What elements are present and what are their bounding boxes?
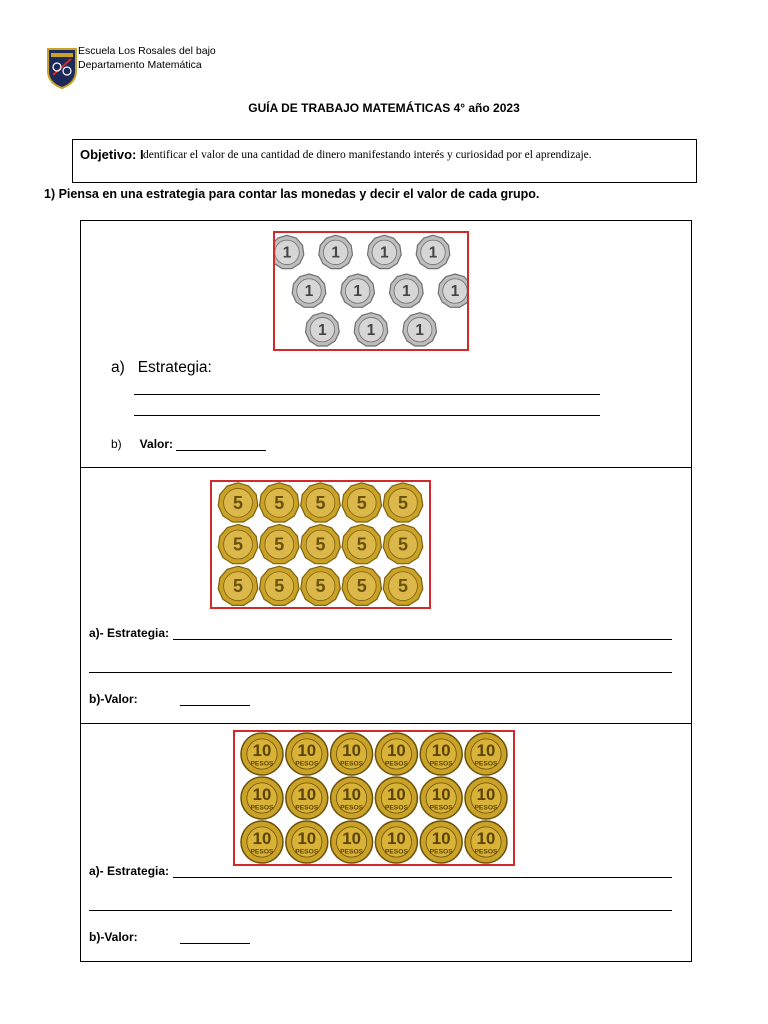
coin-value: 10	[297, 785, 317, 805]
coin-value: 10	[476, 829, 496, 849]
coin-sub: PESOS	[250, 760, 274, 768]
coin-value: 10	[252, 785, 272, 805]
strategy-label-1	[111, 359, 212, 377]
coin-icon	[342, 566, 382, 605]
coin-icon	[218, 483, 258, 522]
school-crest-icon	[46, 45, 78, 89]
coin-icon	[301, 483, 341, 522]
page-title: GUÍA DE TRABAJO MATEMÁTICAS 4° año 2023	[248, 101, 520, 115]
coin-value: 1	[415, 321, 424, 339]
coin-icon	[306, 313, 340, 346]
objective-box	[72, 139, 697, 183]
coin-icon	[241, 821, 283, 863]
coin-group-2	[210, 480, 431, 609]
coin-icon	[341, 274, 375, 307]
coin-sub: PESOS	[250, 848, 274, 856]
coin-value: 1	[318, 321, 327, 339]
strategy-prefix: a)	[111, 359, 125, 376]
value-answer-line[interactable]	[180, 943, 250, 944]
coin-sub: PESOS	[295, 848, 319, 856]
objective-text: dentificar el valor de una cantidad de dinero manifestando interés y curiosidad por el aprendizaje.	[143, 149, 592, 161]
coin-icon	[286, 821, 328, 863]
coin-icon	[260, 483, 300, 522]
coin-icon	[292, 274, 326, 307]
coin-group-1	[273, 231, 469, 351]
department-name: Departamento Matemática	[78, 59, 202, 71]
strategy-text: Estrategia:	[137, 359, 212, 376]
coin-value: 10	[476, 785, 496, 805]
coin-value: 10	[297, 829, 317, 849]
coin-value: 5	[274, 492, 285, 513]
coin-sub: PESOS	[384, 804, 408, 812]
coin-icon	[286, 733, 328, 775]
answer-line[interactable]	[173, 877, 672, 878]
coin-icon	[286, 777, 328, 819]
coin-value: 1	[331, 244, 340, 262]
question-1: 1) Piensa en una estrategia para contar las monedas y decir el valor de cada grupo.	[44, 187, 540, 201]
answer-line[interactable]	[134, 415, 600, 416]
value-row-1	[111, 437, 266, 451]
coin-value: 1	[450, 283, 460, 301]
coin-sub: PESOS	[429, 848, 453, 856]
coin-icon	[331, 821, 373, 863]
coin-icon	[420, 733, 462, 775]
coin-icon	[383, 525, 423, 564]
coin-value: 10	[387, 829, 406, 849]
coin-value: 5	[356, 534, 367, 555]
coin-icon	[331, 777, 373, 819]
coin-group-3	[233, 730, 515, 866]
coin-value: 5	[397, 534, 409, 555]
value-label-3: b)-Valor:	[89, 930, 138, 944]
coin-icon	[275, 235, 304, 268]
coin-value: 10	[387, 741, 406, 761]
coin-sub: PESOS	[295, 760, 319, 768]
coin-value: 10	[431, 829, 451, 849]
value-answer-line[interactable]	[180, 705, 250, 706]
coin-icon	[260, 566, 300, 605]
coin-icon	[420, 777, 462, 819]
coin-value: 1	[402, 283, 411, 301]
coin-sub: PESOS	[474, 848, 498, 856]
coin-value: 5	[356, 492, 367, 513]
coin-value: 10	[297, 741, 317, 761]
coin-value: 5	[315, 534, 326, 555]
coin-value: 10	[431, 785, 451, 805]
coin-icon	[375, 777, 417, 819]
coin-icon	[354, 313, 388, 346]
coin-icon	[241, 777, 283, 819]
answer-line[interactable]	[173, 639, 672, 640]
coin-value: 10	[342, 741, 361, 761]
coin-value: 5	[232, 492, 244, 513]
coin-icon	[465, 821, 507, 863]
coin-value: 1	[304, 283, 314, 301]
coin-value: 10	[252, 829, 272, 849]
coin-value: 5	[397, 576, 409, 597]
row-divider	[80, 467, 692, 468]
coin-icon	[420, 821, 462, 863]
coin-sub: PESOS	[295, 804, 319, 812]
coin-value: 5	[274, 576, 285, 597]
school-header	[78, 44, 216, 72]
coin-icon	[368, 235, 402, 268]
answer-line[interactable]	[89, 910, 672, 911]
coin-value: 10	[476, 741, 496, 761]
coin-sub: PESOS	[429, 760, 453, 768]
objective-label: Objetivo: I	[80, 147, 144, 162]
answer-line[interactable]	[89, 672, 672, 673]
school-name: Escuela Los Rosales del bajo	[78, 45, 216, 57]
coin-sub: PESOS	[384, 760, 408, 768]
coin-value: 10	[431, 741, 451, 761]
coin-icon	[218, 566, 258, 605]
coin-sub: PESOS	[340, 804, 364, 812]
coin-sub: PESOS	[250, 804, 274, 812]
coin-value: 5	[397, 492, 409, 513]
coin-value: 1	[353, 283, 362, 301]
coin-value: 1	[282, 244, 292, 262]
value-label: Valor:	[139, 437, 174, 451]
coin-icon	[301, 566, 341, 605]
coin-sub: PESOS	[340, 760, 364, 768]
value-prefix: b)	[111, 437, 122, 451]
coin-value: 5	[274, 534, 285, 555]
coin-icon	[218, 525, 258, 564]
coin-value: 5	[232, 534, 244, 555]
coin-sub: PESOS	[340, 848, 364, 856]
coin-icon	[383, 566, 423, 605]
coin-value: 1	[366, 321, 376, 339]
coin-icon	[390, 274, 424, 307]
coin-value: 1	[380, 244, 389, 262]
coin-icon	[465, 777, 507, 819]
coin-icon	[416, 235, 450, 268]
coin-icon	[331, 733, 373, 775]
coin-value: 5	[232, 576, 244, 597]
coin-sub: PESOS	[474, 804, 498, 812]
value-label-2: b)-Valor:	[89, 692, 138, 706]
coin-value: 10	[387, 785, 406, 805]
coin-icon	[301, 525, 341, 564]
coin-icon	[375, 821, 417, 863]
strategy-label-2: a)- Estrategia:	[89, 626, 170, 640]
coin-icon	[342, 525, 382, 564]
coin-icon	[241, 733, 283, 775]
coin-icon	[383, 483, 423, 522]
row-divider	[80, 723, 692, 724]
coin-icon	[438, 274, 467, 307]
strategy-label-3: a)- Estrategia:	[89, 864, 170, 878]
coin-icon	[375, 733, 417, 775]
coin-value: 5	[315, 576, 326, 597]
coin-value: 5	[356, 576, 367, 597]
coin-sub: PESOS	[474, 760, 498, 768]
coin-icon	[319, 235, 353, 268]
coin-value: 10	[252, 741, 272, 761]
coin-value: 1	[428, 244, 438, 262]
coin-icon	[342, 483, 382, 522]
coin-value: 5	[315, 492, 326, 513]
coin-sub: PESOS	[429, 804, 453, 812]
coin-value: 10	[342, 829, 361, 849]
answer-line[interactable]	[134, 394, 600, 395]
coin-icon	[403, 313, 437, 346]
coin-icon	[465, 733, 507, 775]
coin-sub: PESOS	[384, 848, 408, 856]
coin-value: 10	[342, 785, 361, 805]
coin-icon	[260, 525, 300, 564]
value-answer-line[interactable]	[176, 438, 266, 451]
